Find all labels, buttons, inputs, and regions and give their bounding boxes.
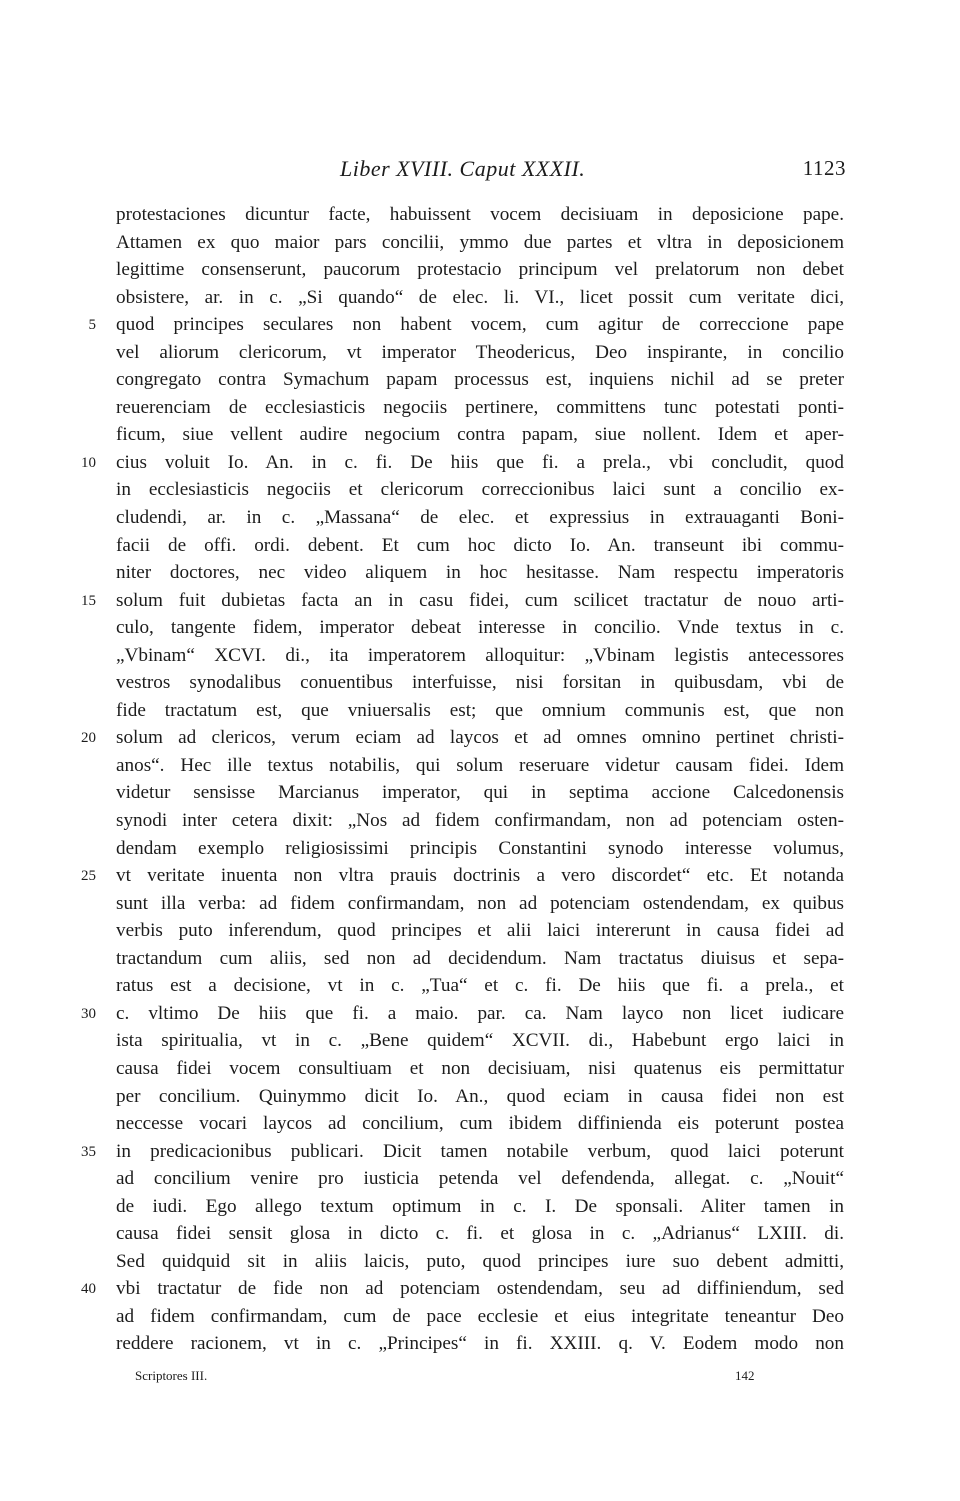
text-line <box>0 1138 960 1166</box>
line-text: legittime consenserunt, paucorum protestacio principum vel prelatorum non debet <box>116 259 844 281</box>
text-line <box>0 642 960 670</box>
line-text: facii de offi. ordi. debent. Et cum hoc dicto Io. An. transeunt ibi commu- <box>116 534 844 556</box>
line-text: causa fidei sensit glosa in dicto c. fi. et glosa in c. „Adrianus“ LXIII. di. <box>116 1223 844 1245</box>
line-number: 15 <box>81 592 96 609</box>
line-text: solum ad clericos, verum eciam ad laycos et ad omnes omnino pertinet christi- <box>116 727 844 749</box>
body-text <box>0 201 960 1358</box>
line-number: 40 <box>81 1281 96 1298</box>
text-line <box>0 917 960 945</box>
line-text: obsistere, ar. in c. „Si quando“ de elec. li. VI., licet possit cum veritate dici, <box>116 286 844 308</box>
line-text: ista spiritualia, vt in c. „Bene quidem“ XCVII. di., Habebunt ergo laici in <box>116 1030 844 1052</box>
text-line <box>0 1248 960 1276</box>
text-line <box>0 1165 960 1193</box>
text-line <box>0 339 960 367</box>
line-number: 25 <box>81 868 96 885</box>
text-line <box>0 1303 960 1331</box>
line-text: fide tractatum est, que vniuersalis est; que omnium communis est, que non <box>116 699 844 721</box>
text-line <box>0 284 960 312</box>
line-text: vbi tractatur de fide non ad potenciam ostendendam, seu ad diffiniendum, sed <box>116 1278 844 1300</box>
line-text: reuerenciam de ecclesiasticis negociis pertinere, committens tunc potestati ponti- <box>116 396 844 418</box>
line-text: cius voluit Io. An. in c. fi. De hiis que fi. a prela., vbi concludit, quod <box>116 451 844 473</box>
text-line <box>0 394 960 422</box>
text-line <box>0 835 960 863</box>
text-line <box>0 862 960 890</box>
line-text: Sed quidquid sit in aliis laicis, puto, quod principes iure suo debent admitti, <box>116 1250 844 1272</box>
line-text: videtur sensisse Marcianus imperator, qui in septima accione Calcedonensis <box>116 782 844 804</box>
line-text: cludendi, ar. in c. „Massana“ de elec. et expressius in extrauaganti Boni- <box>116 507 844 529</box>
line-text: ad fidem confirmandam, cum de pace ecclesie et eius integritate teneantur Deo <box>116 1305 844 1327</box>
text-line <box>0 779 960 807</box>
text-line <box>0 1110 960 1138</box>
text-line <box>0 532 960 560</box>
line-number: 10 <box>81 454 96 471</box>
signature-mark-left: Scriptores III. <box>135 1368 208 1383</box>
line-text: synodi inter cetera dixit: „Nos ad fidem confirmandam, non ad potenciam osten- <box>116 810 844 832</box>
line-text: vestros synodalibus conuentibus interfuisse, nisi forsitan in quibusdam, vbi de <box>116 672 844 694</box>
line-number: 5 <box>88 317 96 334</box>
line-text: reddere racionem, vt in c. „Principes“ in fi. XXIII. q. V. Eodem modo non <box>116 1333 844 1355</box>
text-line <box>0 311 960 339</box>
text-line <box>0 1193 960 1221</box>
text-line <box>0 697 960 725</box>
text-line <box>0 807 960 835</box>
text-line <box>0 201 960 229</box>
line-text: dendam exemplo religiosissimi principis Constantini synodo interesse volumus, <box>116 837 844 859</box>
text-line <box>0 504 960 532</box>
line-text: culo, tangente fidem, imperator debeat interesse in concilio. Vnde textus in c. <box>116 617 844 639</box>
line-text: causa fidei vocem consultiuam et non decisiuam, nisi quatenus eis permittatur <box>116 1057 844 1079</box>
line-text: vel aliorum clericorum, vt imperator Theodericus, Deo inspirante, in concilio <box>116 341 844 363</box>
text-line <box>0 1083 960 1111</box>
line-text: solum fuit dubietas facta an in casu fidei, cum scilicet tractatur de nouo arti- <box>116 589 844 611</box>
page-header <box>110 156 850 186</box>
line-text: tractandum cum aliis, sed non ad decidendum. Nam tractatus diuisus et sepa- <box>116 947 844 969</box>
line-text: in predicacionibus publicari. Dicit tamen notabile verbum, quod laici poterunt <box>116 1140 844 1162</box>
line-text: protestaciones dicuntur facte, habuissent vocem decisiuam in deposicione pape. <box>116 204 844 225</box>
text-line <box>0 559 960 587</box>
text-line <box>0 724 960 752</box>
line-text: per concilium. Quinymmo dicit Io. An., quod eciam in causa fidei non est <box>116 1085 844 1107</box>
line-text: ficum, siue vellent audire negocium contra papam, siue nollent. Idem et aper- <box>116 424 844 446</box>
text-line <box>0 1275 960 1303</box>
line-text: c. vltimo De hiis que fi. a maio. par. ca. Nam layco non licet iudicare <box>116 1002 844 1024</box>
line-number: 20 <box>81 730 96 747</box>
line-text: de iudi. Ego allego textum optimum in c. I. De sponsali. Aliter tamen in <box>116 1195 844 1217</box>
text-line <box>0 1220 960 1248</box>
text-line <box>0 614 960 642</box>
page-footer <box>135 1368 755 1388</box>
text-line <box>0 972 960 1000</box>
text-line <box>0 449 960 477</box>
line-text: verbis puto inferendum, quod principes et alii laici intererunt in causa fidei ad <box>116 920 844 942</box>
line-text: vt veritate inuenta non vltra prauis doctrinis a vero discordet“ etc. Et notanda <box>116 865 844 887</box>
page-number: 1123 <box>802 156 846 180</box>
line-text: in ecclesiasticis negociis et clericorum correccionibus laici sunt a concilio ex- <box>116 479 844 501</box>
line-text: „Vbinam“ XCVI. di., ita imperatorem alloquitur: „Vbinam legistis antecessores <box>116 644 844 666</box>
line-number: 30 <box>81 1005 96 1022</box>
text-line <box>0 1055 960 1083</box>
line-text: anos“. Hec ille textus notabilis, qui solum reseruare videtur causam fidei. Idem <box>116 754 844 776</box>
line-number: 35 <box>81 1143 96 1160</box>
text-line <box>0 1027 960 1055</box>
text-line <box>0 587 960 615</box>
text-line <box>0 229 960 257</box>
text-line <box>0 752 960 780</box>
signature-mark-right: 142 <box>735 1368 755 1383</box>
text-line <box>0 1000 960 1028</box>
line-text: neccesse vocari laycos ad concilium, cum ibidem diffinienda eis poterunt postea <box>116 1113 844 1135</box>
line-text: congregato contra Symachum papam processus est, inquiens nichil ad se preter <box>116 369 844 391</box>
text-line <box>0 1330 960 1358</box>
line-text: niter doctores, nec video aliquem in hoc hesitasse. Nam respectu imperatoris <box>116 562 844 584</box>
text-line <box>0 945 960 973</box>
line-text: ad concilium venire pro iusticia petenda vel defendenda, allegat. c. „Nouit“ <box>116 1168 844 1190</box>
text-line <box>0 669 960 697</box>
text-line <box>0 890 960 918</box>
line-text: Attamen ex quo maior pars concilii, ymmo due partes et vltra in deposicionem <box>116 231 844 253</box>
text-line <box>0 366 960 394</box>
text-line <box>0 256 960 284</box>
line-text: ratus est a decisione, vt in c. „Tua“ et c. fi. De hiis que fi. a prela., et <box>116 975 844 997</box>
line-text: quod principes seculares non habent vocem, cum agitur de correccione pape <box>116 314 844 336</box>
text-line <box>0 421 960 449</box>
text-line <box>0 476 960 504</box>
running-title: Liber XVIII. Caput XXXII. <box>340 156 586 181</box>
line-text: sunt illa verba: ad fidem confirmandam, non ad potenciam ostendendam, ex quibus <box>116 892 844 914</box>
